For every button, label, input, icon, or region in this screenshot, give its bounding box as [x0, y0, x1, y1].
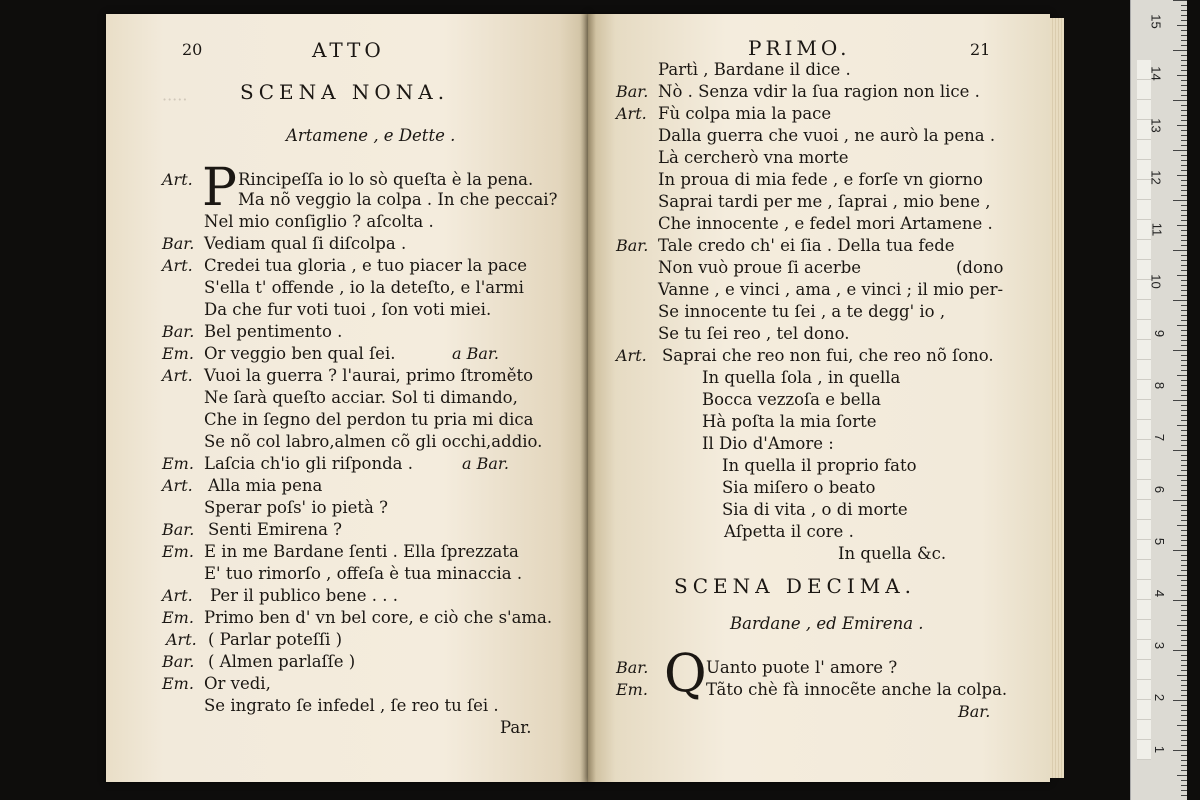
- ruler-tick: [1181, 605, 1187, 606]
- ruler-tick: [1181, 115, 1187, 116]
- ruler-tick: [1181, 355, 1187, 356]
- ruler-tick: [1181, 230, 1187, 231]
- speaker-label: Bar.: [162, 234, 195, 253]
- verse-line: Se innocente tu ſei , a te degg' io ,: [658, 302, 946, 321]
- ruler-tick: [1181, 595, 1187, 596]
- verse-line: Or veggio ben qual ſei.: [204, 344, 396, 363]
- ruler-tick: [1181, 165, 1187, 166]
- speaker-label: Art.: [162, 586, 193, 605]
- right-page: [588, 14, 1050, 782]
- ruler-tick: [1181, 40, 1187, 41]
- verse-line: Che in ſegno del perdon tu pria mi dica: [204, 410, 534, 429]
- ruler-tick: [1181, 630, 1187, 631]
- ruler-tick: [1181, 270, 1187, 271]
- ruler-tick: [1181, 535, 1187, 536]
- ruler-tick: [1181, 690, 1187, 691]
- verse-line: In quella &c.: [838, 544, 947, 563]
- ruler-tick: [1181, 405, 1187, 406]
- ruler-tick: [1181, 395, 1187, 396]
- ruler-tick: [1173, 50, 1187, 51]
- ruler-tick: [1181, 640, 1187, 641]
- verse-line: Credei tua gloria , e tuo piacer la pace: [204, 256, 527, 275]
- verse-line: Sia di vita , o di morte: [722, 500, 908, 519]
- ruler-tick: [1181, 760, 1187, 761]
- ruler-tick: [1181, 520, 1187, 521]
- ruler-tick: [1181, 560, 1187, 561]
- ruler-tick: [1181, 545, 1187, 546]
- ruler-tick: [1177, 225, 1187, 226]
- book-gutter: [580, 14, 596, 782]
- ruler-tick: [1181, 365, 1187, 366]
- ruler-tick: [1173, 600, 1187, 601]
- ruler-tick: [1181, 715, 1187, 716]
- speaker-label: Art.: [162, 476, 193, 495]
- ruler-number: 9: [1151, 329, 1167, 338]
- ruler-tick: [1177, 525, 1187, 526]
- ruler-tick: [1181, 745, 1187, 746]
- ruler-tick: [1181, 5, 1187, 6]
- ruler-tick: [1181, 480, 1187, 481]
- ruler-tick: [1181, 210, 1187, 211]
- stage-direction: a Bar.: [452, 344, 499, 363]
- ruler-tick: [1181, 780, 1187, 781]
- speaker-label: Art.: [162, 256, 193, 275]
- ruler-tick: [1173, 250, 1187, 251]
- speaker-label: Art.: [616, 346, 647, 365]
- ruler-number: 1: [1151, 745, 1167, 754]
- verse-line: S'ella t' offende , io la deteſto, e l'armi: [204, 278, 524, 297]
- ruler-tick: [1181, 170, 1187, 171]
- verse-line: Saprai tardi per me , ſaprai , mio bene ,: [658, 192, 991, 211]
- catchword: Par.: [500, 718, 532, 737]
- verse-line: Tale credo ch' ei ſia . Della tua fede: [658, 236, 955, 255]
- ruler-tick: [1173, 450, 1187, 451]
- ruler-tick: [1181, 530, 1187, 531]
- ruler-tick: [1181, 180, 1187, 181]
- ruler-tick: [1173, 750, 1187, 751]
- ruler-tick: [1181, 255, 1187, 256]
- ruler-number: 7: [1151, 433, 1167, 442]
- ruler-tick: [1181, 730, 1187, 731]
- verse-line: In quella ſola , in quella: [702, 368, 901, 387]
- ruler-tick: [1181, 160, 1187, 161]
- ruler-tick: [1181, 610, 1187, 611]
- verse-line: Tãto chè fà innocẽte anche la colpa.: [706, 680, 1008, 699]
- verse-line: Uanto puote l' amore ?: [706, 658, 898, 677]
- verse-line: Il Dio d'Amore :: [702, 434, 834, 453]
- ruler-tick: [1177, 675, 1187, 676]
- ruler-tick: [1181, 540, 1187, 541]
- ruler-tick: [1181, 585, 1187, 586]
- ruler-tick: [1177, 25, 1187, 26]
- ruler-tick: [1181, 455, 1187, 456]
- speaker-label: Bar.: [162, 652, 195, 671]
- ruler-tick: [1181, 485, 1187, 486]
- scene-title: SCENA NONA.: [240, 80, 450, 104]
- left-page: [106, 14, 588, 782]
- verse-line: Sia miſero o beato: [722, 478, 876, 497]
- ruler-tick: [1181, 460, 1187, 461]
- ruler-tick: [1181, 735, 1187, 736]
- ruler-tick: [1181, 190, 1187, 191]
- open-book: [104, 14, 1070, 786]
- ruler-number: 14: [1148, 66, 1164, 81]
- verse-line: Vediam qual ſi diſcolpa .: [204, 234, 407, 253]
- ruler-number: 4: [1151, 589, 1167, 598]
- verse-line: Laſcia ch'io gli riſponda .: [204, 454, 414, 473]
- ruler-tick: [1173, 350, 1187, 351]
- ruler-tick: [1181, 330, 1187, 331]
- cast-list: Bardane , ed Emirena .: [730, 614, 924, 633]
- ruler-tick: [1181, 360, 1187, 361]
- ruler-tick: [1177, 275, 1187, 276]
- ruler-tick: [1181, 720, 1187, 721]
- speaker-label: Em.: [162, 608, 194, 627]
- ruler-tick: [1181, 280, 1187, 281]
- ruler-tick: [1181, 265, 1187, 266]
- page-number: 21: [970, 40, 991, 59]
- ruler-tick: [1181, 70, 1187, 71]
- ruler-number: 12: [1148, 170, 1164, 185]
- ruler-tick: [1181, 510, 1187, 511]
- ruler-tick: [1181, 615, 1187, 616]
- ruler-tick: [1181, 490, 1187, 491]
- show-through-text: ·····: [162, 90, 188, 109]
- ruler-tick: [1181, 565, 1187, 566]
- ruler-tick: [1181, 515, 1187, 516]
- verse-line: Ma nõ veggio la colpa . In che peccai?: [238, 190, 558, 209]
- ruler-tick: [1181, 145, 1187, 146]
- ruler-tick: [1181, 415, 1187, 416]
- verse-line: Da che fur voti tuoi , ſon voti miei.: [204, 300, 492, 319]
- ruler-tick: [1181, 555, 1187, 556]
- speaker-label: Em.: [162, 674, 194, 693]
- ruler-tick: [1181, 440, 1187, 441]
- ruler-tick: [1181, 645, 1187, 646]
- ruler-number: 15: [1148, 14, 1164, 29]
- speaker-label: Em.: [162, 344, 194, 363]
- ruler-tick: [1181, 660, 1187, 661]
- drop-cap: Q: [664, 644, 707, 704]
- ruler-tick: [1181, 670, 1187, 671]
- ruler-tick: [1181, 795, 1187, 796]
- verse-line: Primo ben d' vn bel core, e ciò che s'ama.: [204, 608, 553, 627]
- ruler-tick: [1173, 550, 1187, 551]
- verse-line: Per il publico bene . . .: [210, 586, 398, 605]
- ruler-tick: [1181, 580, 1187, 581]
- speaker-label: Bar.: [616, 658, 649, 677]
- ruler-tick: [1173, 0, 1187, 1]
- speaker-label: Art.: [616, 104, 647, 123]
- verse-line: Saprai che reo non fui, che reo nõ ſono.: [662, 346, 994, 365]
- ruler-tick: [1181, 45, 1187, 46]
- cast-list: Artamene , e Dette .: [286, 126, 456, 145]
- verse-line: Alla mia pena: [208, 476, 323, 495]
- verse-line: Senti Emirena ?: [208, 520, 343, 539]
- ruler-number: 11: [1148, 222, 1164, 237]
- ruler-tick: [1181, 135, 1187, 136]
- ruler-tick: [1181, 410, 1187, 411]
- speaker-label: Em.: [162, 542, 194, 561]
- verse-line: Se nõ col labro,almen cõ gli occhi,addio.: [204, 432, 543, 451]
- ruler-tick: [1181, 260, 1187, 261]
- ruler-tick: [1181, 635, 1187, 636]
- speaker-label: Art.: [166, 630, 197, 649]
- verse-line: ( Almen parlaſſe ): [208, 652, 356, 671]
- ruler-tick: [1181, 60, 1187, 61]
- ruler-tick: [1181, 130, 1187, 131]
- ruler-tick: [1177, 125, 1187, 126]
- ruler-tick: [1181, 95, 1187, 96]
- verse-line: Aſpetta il core .: [724, 522, 854, 541]
- ruler-tick: [1181, 505, 1187, 506]
- verse-line: Bel pentimento .: [204, 322, 343, 341]
- ruler-number: 3: [1151, 641, 1167, 650]
- ruler-color-bar: [1137, 60, 1151, 760]
- ruler-tick: [1181, 655, 1187, 656]
- ruler-tick: [1181, 140, 1187, 141]
- speaker-label: Bar.: [162, 520, 195, 539]
- ruler-tick: [1173, 300, 1187, 301]
- verse-line: Fù colpa mia la pace: [658, 104, 832, 123]
- ruler-tick: [1181, 35, 1187, 36]
- ruler-tick: [1173, 500, 1187, 501]
- verse-line: Dalla guerra che vuoi , ne aurò la pena .: [658, 126, 996, 145]
- ruler-tick: [1181, 770, 1187, 771]
- speaker-label: Art.: [162, 170, 193, 189]
- verse-line: In quella il proprio fato: [722, 456, 917, 475]
- ruler-tick: [1181, 235, 1187, 236]
- ruler-number: 2: [1151, 693, 1167, 702]
- ruler-tick: [1181, 205, 1187, 206]
- ruler-tick: [1181, 620, 1187, 621]
- ruler-number: 10: [1148, 274, 1164, 289]
- speaker-label: Bar.: [616, 82, 649, 101]
- ruler-tick: [1181, 590, 1187, 591]
- ruler-tick: [1181, 315, 1187, 316]
- ruler-tick: [1181, 665, 1187, 666]
- ruler-tick: [1177, 725, 1187, 726]
- ruler-tick: [1177, 475, 1187, 476]
- verse-line: Se ingrato ſe infedel , ſe reo tu ſei .: [204, 696, 499, 715]
- ruler-tick: [1181, 90, 1187, 91]
- ruler-tick: [1181, 10, 1187, 11]
- ruler-tick: [1181, 790, 1187, 791]
- verse-line: Hà poſta la mia ſorte: [702, 412, 877, 431]
- ruler-tick: [1177, 575, 1187, 576]
- running-head: ATTO: [312, 38, 385, 62]
- ruler-tick: [1181, 320, 1187, 321]
- catchword: Bar.: [958, 702, 991, 721]
- verse-line: (dono: [956, 258, 1004, 277]
- ruler-number: 8: [1151, 381, 1167, 390]
- ruler-tick: [1181, 215, 1187, 216]
- ruler-tick: [1181, 15, 1187, 16]
- ruler-tick: [1181, 705, 1187, 706]
- scene-title: SCENA DECIMA.: [674, 574, 917, 598]
- speaker-label: Bar.: [616, 236, 649, 255]
- ruler-tick: [1181, 335, 1187, 336]
- ruler-tick: [1177, 625, 1187, 626]
- verse-line: E in me Bardane ſenti . Ella ſprezzata: [204, 542, 519, 561]
- ruler-tick: [1181, 240, 1187, 241]
- ruler-tick: [1181, 65, 1187, 66]
- ruler-tick: [1181, 495, 1187, 496]
- ruler-tick: [1177, 75, 1187, 76]
- ruler-tick: [1181, 420, 1187, 421]
- ruler-tick: [1181, 85, 1187, 86]
- speaker-label: Art.: [162, 366, 193, 385]
- drop-cap: P: [202, 158, 237, 218]
- ruler-tick: [1181, 105, 1187, 106]
- ruler-tick: [1181, 695, 1187, 696]
- ruler-tick: [1181, 80, 1187, 81]
- ruler-tick: [1177, 175, 1187, 176]
- verse-line: ( Parlar poteſſi ): [208, 630, 343, 649]
- ruler-tick: [1181, 390, 1187, 391]
- ruler-tick: [1173, 700, 1187, 701]
- ruler-tick: [1181, 195, 1187, 196]
- ruler-tick: [1181, 370, 1187, 371]
- ruler-tick: [1181, 305, 1187, 306]
- ruler-tick: [1181, 710, 1187, 711]
- ruler-tick: [1181, 445, 1187, 446]
- ruler-tick: [1181, 120, 1187, 121]
- ruler-tick: [1181, 470, 1187, 471]
- speaker-label: Bar.: [162, 322, 195, 341]
- ruler-tick: [1181, 755, 1187, 756]
- ruler-tick: [1173, 400, 1187, 401]
- verse-line: Nò . Senza vdir la ſua ragion non lice .: [658, 82, 980, 101]
- verse-line: Bocca vezzoſa e bella: [702, 390, 881, 409]
- verse-line: Là cercherò vna morte: [658, 148, 849, 167]
- ruler-tick: [1181, 380, 1187, 381]
- ruler-tick: [1181, 430, 1187, 431]
- verse-line: Se tu ſei reo , tel dono.: [658, 324, 850, 343]
- ruler-tick: [1181, 245, 1187, 246]
- ruler-tick: [1181, 435, 1187, 436]
- ruler-number: 6: [1151, 485, 1167, 494]
- verse-line: Che innocente , e fedel mori Artamene .: [658, 214, 993, 233]
- ruler-tick: [1181, 55, 1187, 56]
- ruler-tick: [1181, 310, 1187, 311]
- page-edges: [1050, 18, 1064, 778]
- ruler-tick: [1173, 100, 1187, 101]
- ruler-tick: [1181, 385, 1187, 386]
- verse-line: Or vedi,: [204, 674, 271, 693]
- ruler-tick: [1181, 220, 1187, 221]
- ruler-tick: [1181, 465, 1187, 466]
- ruler-tick: [1181, 285, 1187, 286]
- ruler-tick: [1181, 295, 1187, 296]
- ruler-tick: [1173, 150, 1187, 151]
- ruler-tick: [1173, 650, 1187, 651]
- ruler-tick: [1177, 325, 1187, 326]
- ruler-tick: [1181, 155, 1187, 156]
- ruler-tick: [1181, 290, 1187, 291]
- verse-line: Ne ſarà queſto acciar. Sol ti dimando,: [204, 388, 518, 407]
- verse-line: In proua di mia fede , e forſe vn giorno: [658, 170, 983, 189]
- ruler-tick: [1181, 345, 1187, 346]
- speaker-label: Em.: [162, 454, 194, 473]
- ruler-number: 5: [1151, 537, 1167, 546]
- verse-line: Nel mio conſiglio ? aſcolta .: [204, 212, 434, 231]
- scale-ruler: [1130, 0, 1187, 800]
- ruler-tick: [1181, 110, 1187, 111]
- verse-line: Vanne , e vinci , ama , e vinci ; il mio per-: [658, 280, 1004, 299]
- verse-line: Non vuò proue ſi acerbe: [658, 258, 862, 277]
- ruler-tick: [1181, 20, 1187, 21]
- ruler-tick: [1177, 775, 1187, 776]
- ruler-tick: [1181, 765, 1187, 766]
- ruler-tick: [1177, 375, 1187, 376]
- ruler-tick: [1181, 785, 1187, 786]
- ruler-tick: [1181, 685, 1187, 686]
- speaker-label: Em.: [616, 680, 648, 699]
- ruler-number: 13: [1148, 118, 1164, 133]
- ruler-tick: [1181, 185, 1187, 186]
- running-head: PRIMO.: [748, 36, 851, 60]
- ruler-tick: [1181, 740, 1187, 741]
- page-number: 20: [182, 40, 203, 59]
- verse-line: Sperar poſs' io pietà ?: [204, 498, 388, 517]
- verse-line: Partì , Bardane il dice .: [658, 60, 851, 79]
- ruler-tick: [1181, 30, 1187, 31]
- stage-direction: a Bar.: [462, 454, 509, 473]
- ruler-tick: [1177, 425, 1187, 426]
- verse-line: Vuoi la guerra ? l'aurai, primo ſtroměto: [204, 366, 534, 385]
- ruler-tick: [1181, 570, 1187, 571]
- ruler-tick: [1181, 340, 1187, 341]
- ruler-tick: [1173, 200, 1187, 201]
- ruler-tick: [1181, 680, 1187, 681]
- verse-line: E' tuo rimorſo , offeſa è tua minaccia .: [204, 564, 523, 583]
- verse-line: Rincipeſſa io lo sò queſta è la pena.: [238, 170, 534, 189]
